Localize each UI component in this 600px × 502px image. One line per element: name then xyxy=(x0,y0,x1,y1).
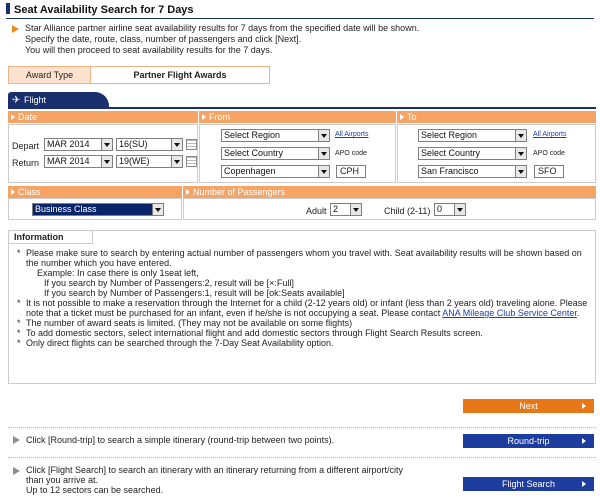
award-type-label: Award Type xyxy=(9,67,91,83)
class-select[interactable]: Business Class xyxy=(32,203,164,216)
intro-text: Star Alliance partner airline seat availability results for 7 days from the specified date will be shown. Specify the date, route, class, number of passengers and click [Next]. You will then proceed to seat availability results for the 7 days. xyxy=(12,23,572,56)
asterisk-icon: * xyxy=(17,318,21,328)
class-header: Class xyxy=(8,186,182,198)
award-type-value[interactable]: Partner Flight Awards xyxy=(133,70,227,80)
from-panel xyxy=(199,124,396,183)
date-panel xyxy=(8,124,198,183)
depart-label: Depart xyxy=(12,141,40,151)
from-all-airports-link[interactable]: All Airports xyxy=(335,131,369,138)
chevron-down-icon xyxy=(152,204,163,215)
to-header: To xyxy=(397,111,596,123)
return-month-select[interactable]: MAR 2014 xyxy=(44,155,113,168)
child-label: Child (2-11) xyxy=(384,206,431,216)
header-arrow-icon xyxy=(186,189,190,195)
passengers-header: Number of Passengers xyxy=(183,186,596,198)
to-apo-label: APO code xyxy=(533,150,565,157)
depart-month-select[interactable]: MAR 2014 xyxy=(44,138,113,151)
information-box xyxy=(8,230,596,384)
from-apo-label: APO code xyxy=(335,150,367,157)
return-label: Return xyxy=(12,158,40,168)
round-trip-text: Click [Round-trip] to search a simple itinerary (round-trip between two points). xyxy=(26,435,335,445)
chevron-down-icon xyxy=(318,166,329,177)
header-arrow-icon xyxy=(202,114,206,120)
child-select[interactable]: 0 xyxy=(434,203,466,216)
info-example: If you search by Number of Passengers:2, result will be [×:Full] xyxy=(44,278,294,288)
chevron-down-icon xyxy=(350,204,361,215)
from-country-select[interactable]: Select Country xyxy=(221,147,330,160)
adult-select[interactable]: 2 xyxy=(330,203,362,216)
arrow-right-icon xyxy=(582,403,586,409)
info-item: * Only direct flights can be searched through the 7-Day Seat Availability option. xyxy=(17,338,334,348)
chevron-down-icon xyxy=(318,130,329,141)
to-country-select[interactable]: Select Country xyxy=(418,147,527,160)
information-text xyxy=(17,248,589,348)
class-panel xyxy=(8,198,182,220)
chevron-down-icon xyxy=(101,139,112,150)
asterisk-icon: * xyxy=(17,338,21,348)
chevron-down-icon xyxy=(171,139,182,150)
header-arrow-icon xyxy=(400,114,404,120)
from-apo-input[interactable]: CPH xyxy=(336,165,366,178)
gray-arrow-icon xyxy=(13,436,20,444)
information-header: Information xyxy=(9,231,93,244)
header-arrow-icon xyxy=(11,189,15,195)
award-type xyxy=(8,66,270,84)
info-example: Example: In case there is only 1seat left, xyxy=(37,268,199,278)
orange-arrow-icon xyxy=(12,25,19,33)
chevron-down-icon xyxy=(318,148,329,159)
tab-flight[interactable]: ✈ Flight xyxy=(8,92,109,108)
chevron-down-icon xyxy=(454,204,465,215)
chevron-down-icon xyxy=(515,166,526,177)
to-panel xyxy=(397,124,596,183)
info-item: * To add domestic sectors, select international flight and add domestic sectors through Flight Search Results screen. xyxy=(17,328,483,338)
asterisk-icon: * xyxy=(17,248,21,258)
round-trip-button[interactable]: Round-trip xyxy=(463,434,594,448)
to-apo-input[interactable]: SFO xyxy=(534,165,564,178)
asterisk-icon: * xyxy=(17,328,21,338)
flight-search-text: Click [Flight Search] to search an itinerary with an itinerary returning from a different airport/city than you arrive at. Up to 12 sectors can be searched. xyxy=(26,465,403,495)
flight-search-button[interactable]: Flight Search xyxy=(463,477,594,491)
page-title: Seat Availability Search for 7 Days xyxy=(6,3,594,19)
to-region-select[interactable]: Select Region xyxy=(418,129,527,142)
info-item: * It is not possible to make a reservation through the Internet for a child (2-12 years old) or infant (less than 2 years old) traveling alone. Please note that a ticket must be purchased for an infant, even if he/she is not occupying a seat. Please contact ANA Mileage Club Service Center. xyxy=(17,298,588,318)
divider xyxy=(8,427,596,428)
date-header: Date xyxy=(8,111,198,123)
from-region-select[interactable]: Select Region xyxy=(221,129,330,142)
to-all-airports-link[interactable]: All Airports xyxy=(533,131,567,138)
info-item: * Please make sure to search by entering actual number of passengers whom you travel with. Seat availability results will be shown based on the number which you have entered. xyxy=(17,248,582,268)
info-item: * The number of award seats is limited. (They may not be available on some flights) xyxy=(17,318,353,328)
chevron-down-icon xyxy=(515,130,526,141)
chevron-down-icon xyxy=(515,148,526,159)
next-button[interactable]: Next xyxy=(463,399,594,413)
divider xyxy=(8,457,596,458)
return-day-select[interactable]: 19(WE) xyxy=(116,155,183,168)
calendar-icon[interactable] xyxy=(186,156,197,167)
calendar-icon[interactable] xyxy=(186,139,197,150)
adult-label: Adult xyxy=(306,206,327,216)
header-arrow-icon xyxy=(11,114,15,120)
from-header: From xyxy=(199,111,396,123)
gray-arrow-icon xyxy=(13,467,20,475)
to-airport-select[interactable]: San Francisco xyxy=(418,165,527,178)
title-marker-icon xyxy=(6,3,10,14)
arrow-right-icon xyxy=(582,481,586,487)
service-center-link[interactable]: ANA Mileage Club Service Center xyxy=(442,308,577,318)
plane-icon: ✈ xyxy=(12,95,21,106)
passengers-panel xyxy=(183,198,596,220)
from-airport-select[interactable]: Copenhagen xyxy=(221,165,330,178)
chevron-down-icon xyxy=(171,156,182,167)
flight-divider xyxy=(8,107,596,109)
info-example: If you search by Number of Passengers:1, result will be [ok:Seats available] xyxy=(44,288,345,298)
depart-day-select[interactable]: 16(SU) xyxy=(116,138,183,151)
asterisk-icon: * xyxy=(17,298,21,308)
chevron-down-icon xyxy=(101,156,112,167)
arrow-right-icon xyxy=(582,438,586,444)
